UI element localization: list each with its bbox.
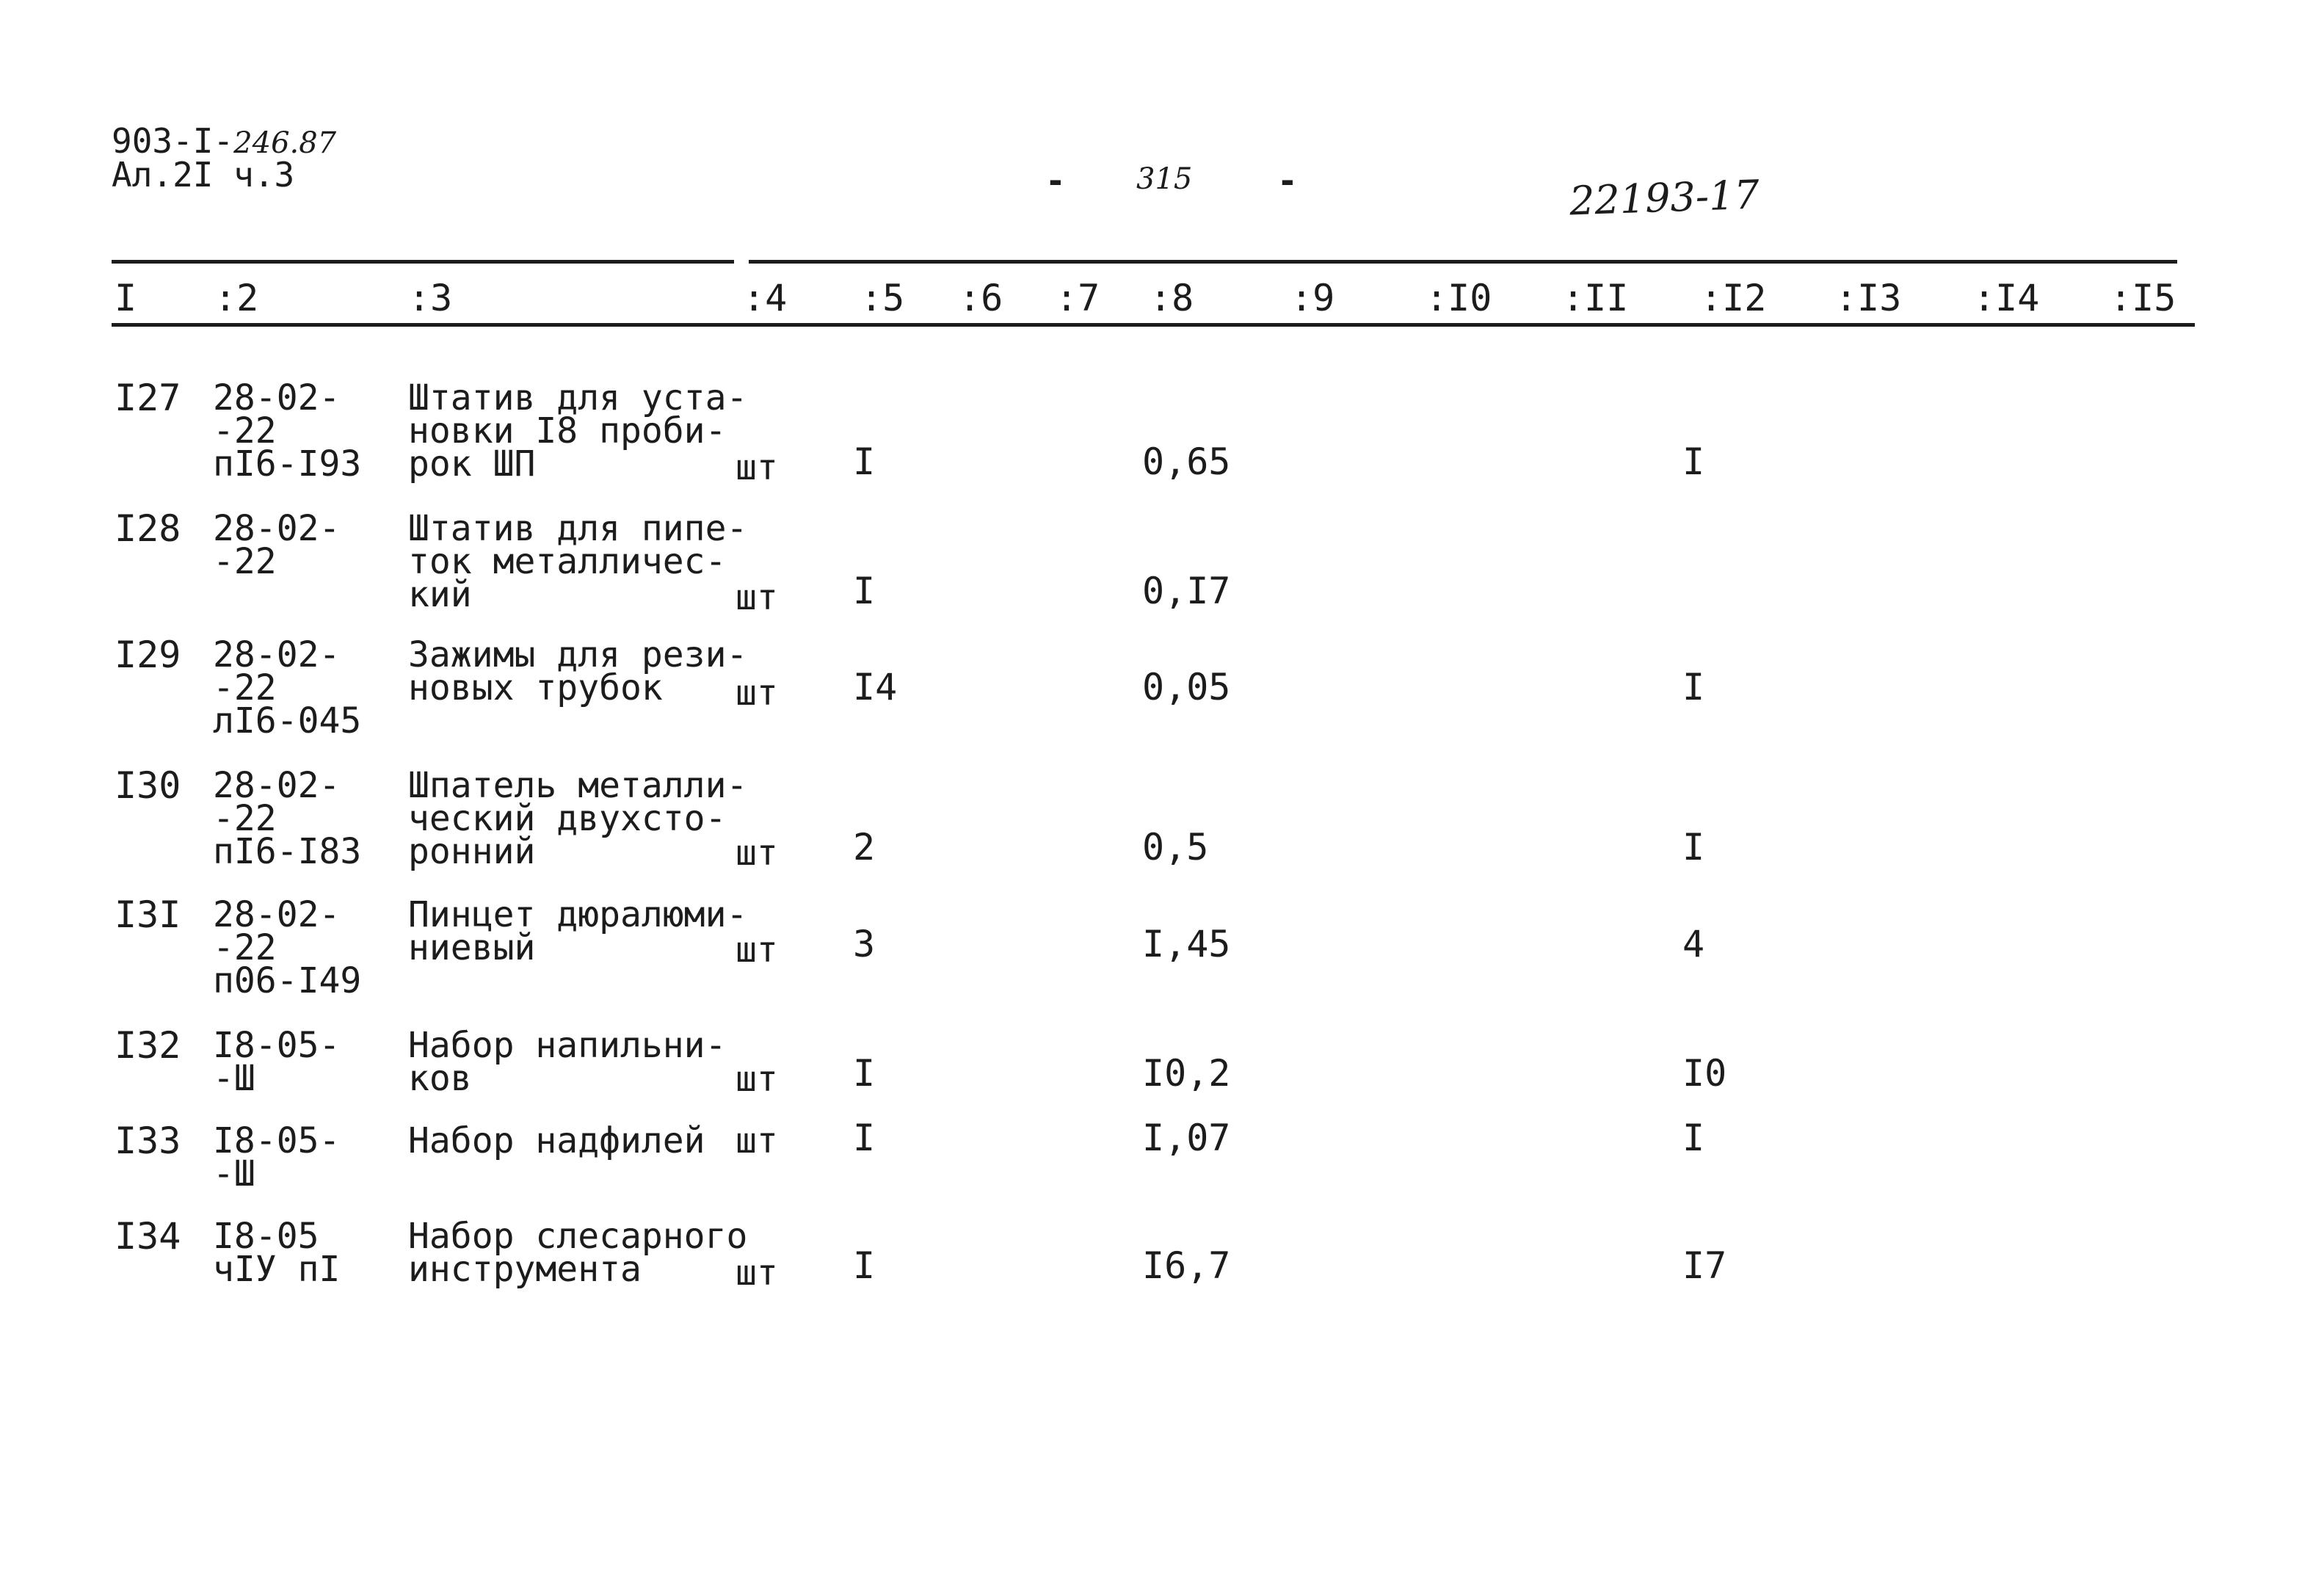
item-name: Набор надфилей	[408, 1120, 705, 1161]
album-label: Ал.2I ч.3	[112, 155, 295, 195]
row-number: I33	[115, 1120, 181, 1162]
item-name: Пинцет дюралюми- ниевый	[408, 894, 748, 968]
column-12-value: I7	[1682, 1244, 1727, 1287]
unit: шт	[736, 1059, 778, 1100]
quantity: 2	[853, 826, 876, 868]
quantity: I	[853, 1244, 876, 1287]
item-name: Зажимы для рези- новых трубок	[408, 634, 748, 708]
column-number-11: :II	[1562, 277, 1629, 319]
sheet-number: 22193-17	[1568, 171, 1760, 225]
row-number: I3I	[115, 893, 181, 936]
page-number: 315	[1136, 162, 1193, 196]
column-12-value: I0	[1682, 1052, 1727, 1095]
column-number-15: :I5	[2110, 277, 2176, 319]
row-number: I28	[115, 507, 181, 550]
column-number-10: :I0	[1426, 277, 1492, 319]
row-number: I32	[115, 1024, 181, 1067]
document-code-prefix: 903-I-	[112, 121, 234, 161]
column-8-value: 0,65	[1142, 440, 1231, 483]
column-8-value: I,07	[1142, 1117, 1231, 1159]
column-number-9: :9	[1290, 277, 1335, 319]
item-code: 28-02- -22 пI6-I93	[213, 377, 362, 485]
quantity: 3	[853, 923, 876, 965]
item-name: Набор напильни- ков	[408, 1025, 727, 1099]
column-8-value: I,45	[1142, 923, 1231, 965]
column-number-6: :6	[959, 277, 1003, 319]
header-rule-right	[749, 260, 2177, 264]
column-number-5: :5	[860, 277, 905, 319]
item-code: I8-05- -Ш	[213, 1025, 341, 1099]
column-8-value: 0,I7	[1142, 570, 1231, 612]
unit: шт	[736, 1120, 778, 1161]
column-number-12: :I2	[1700, 277, 1767, 319]
column-12-value: I	[1682, 1117, 1705, 1159]
column-8-value: I0,2	[1142, 1052, 1231, 1095]
unit: шт	[736, 833, 778, 874]
column-8-value: 0,5	[1142, 826, 1209, 868]
column-number-4: :4	[743, 277, 788, 319]
column-header-underline	[112, 323, 2195, 327]
column-number-14: :I4	[1973, 277, 2040, 319]
item-code: 28-02- -22 п06-I49	[213, 894, 362, 1001]
row-number: I34	[115, 1215, 181, 1258]
quantity: I	[853, 1117, 876, 1159]
column-number-2: :2	[214, 277, 259, 319]
unit: шт	[736, 447, 778, 488]
column-12-value: I	[1682, 440, 1705, 483]
document-code-handwritten: 246.87	[233, 126, 337, 160]
unit: шт	[736, 1252, 778, 1294]
column-number-8: :8	[1150, 277, 1194, 319]
column-number-1: I	[115, 277, 137, 319]
column-number-13: :I3	[1835, 277, 1902, 319]
page-dash-right: -	[1277, 161, 1298, 200]
unit: шт	[736, 672, 778, 714]
item-name: Штатив для пипе- ток металличес- кий	[408, 508, 748, 615]
column-12-value: I	[1682, 666, 1705, 708]
item-name: Шпатель металли- ческий двухсто- ронний	[408, 765, 748, 872]
column-number-7: :7	[1056, 277, 1100, 319]
item-name: Набор слесарного инструмента	[408, 1216, 748, 1290]
quantity: I	[853, 570, 876, 612]
item-code: I8-05 чIУ пI	[213, 1216, 341, 1290]
column-12-value: I	[1682, 826, 1705, 868]
row-number: I27	[115, 377, 181, 419]
unit: шт	[736, 929, 778, 971]
column-number-3: :3	[408, 277, 453, 319]
item-code: I8-05- -Ш	[213, 1120, 341, 1194]
column-12-value: 4	[1682, 923, 1705, 965]
item-code: 28-02- -22 лI6-045	[213, 634, 362, 741]
quantity: I	[853, 1052, 876, 1095]
item-code: 28-02- -22 пI6-I83	[213, 765, 362, 872]
quantity: I	[853, 440, 876, 483]
item-code: 28-02- -22	[213, 508, 341, 582]
page-dash-left: -	[1045, 161, 1066, 200]
column-8-value: 0,05	[1142, 666, 1231, 708]
column-8-value: I6,7	[1142, 1244, 1231, 1287]
unit: шт	[736, 577, 778, 618]
row-number: I29	[115, 634, 181, 676]
item-name: Штатив для уста- новки I8 проби- рок ШП	[408, 377, 748, 485]
header-rule-left	[112, 260, 734, 264]
quantity: I4	[853, 666, 898, 708]
row-number: I30	[115, 764, 181, 807]
